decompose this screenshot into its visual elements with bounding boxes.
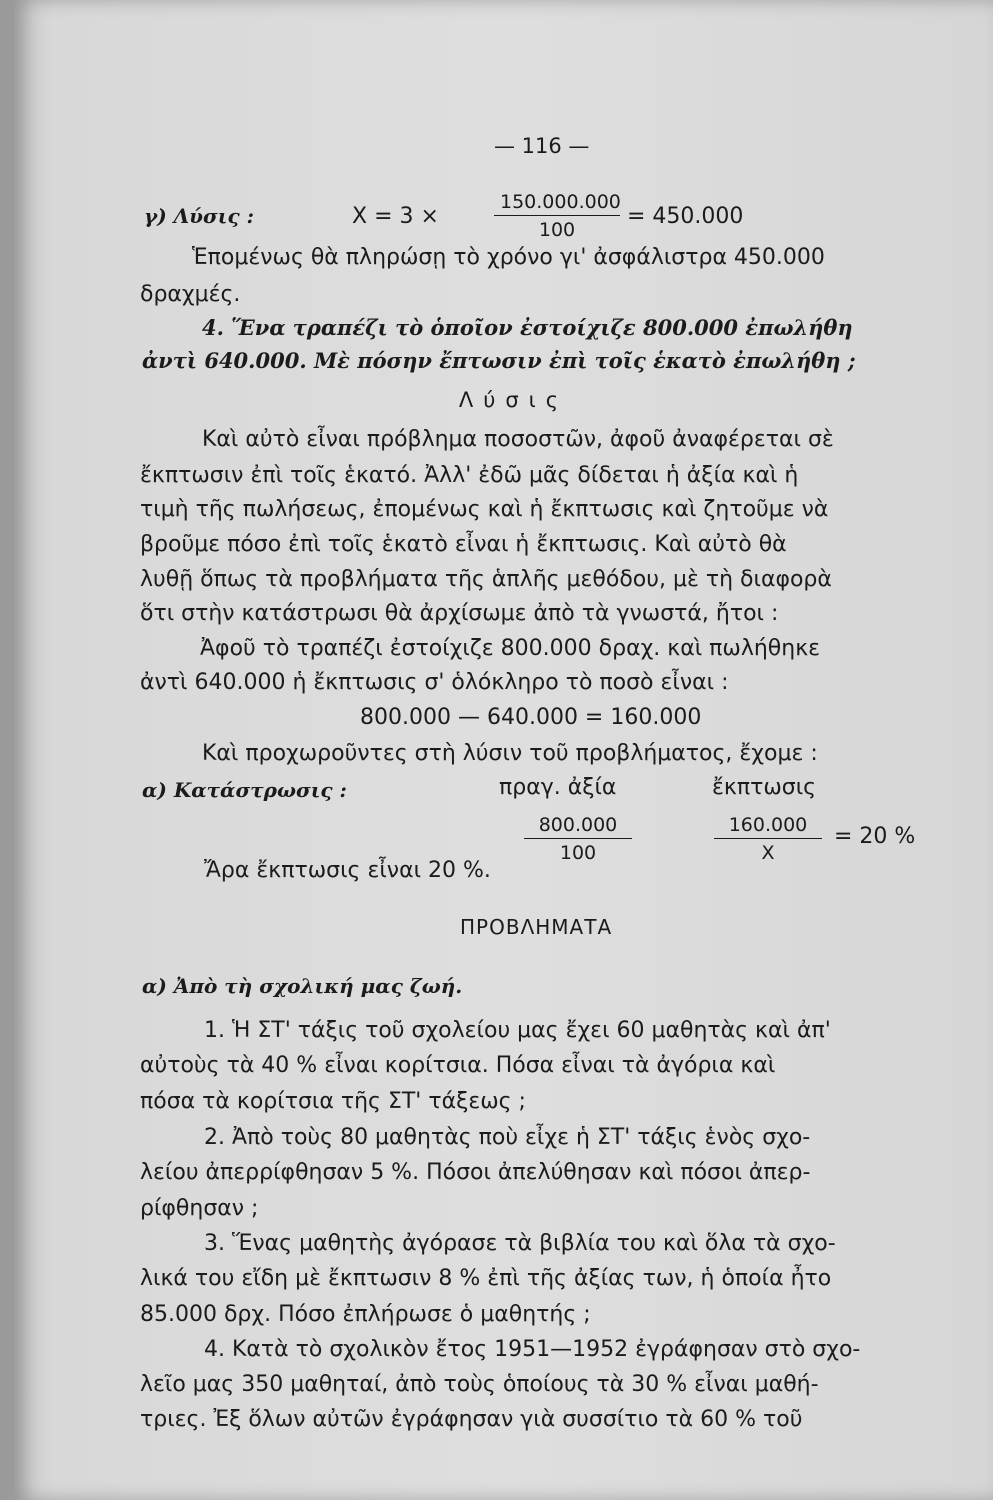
problem-line-4: 2. Ἀπὸ τοὺς 80 μαθητὰς ποὺ εἶχε ἡ ΣΤ' τάξις ἑνὸς σχο- — [204, 1125, 811, 1150]
gamma-rhs: = 450.000 — [627, 204, 744, 229]
problem-line-7: 3. Ἕνας μαθητὴς ἀγόρασε τὰ βιβλία του καὶ ὅλα τὰ σχο- — [204, 1231, 836, 1256]
para-b-line-8: ἀντὶ 640.000 ἡ ἔκπτωσις σ' ὁλόκληρο τὸ ποσὸ εἶναι : — [140, 670, 729, 695]
page-number: — 116 — — [494, 134, 590, 158]
fraction-1-numerator: 800.000 — [524, 814, 632, 839]
para-c: Καὶ προχωροῦντες στὴ λύσιν τοῦ προβλήματος, ἔχομε : — [202, 741, 818, 766]
equation: 800.000 — 640.000 = 160.000 — [360, 705, 702, 730]
para-b-line-2: ἔκπτωσιν ἐπὶ τοῖς ἑκατό. Ἀλλ' ἐδῶ μᾶς δίδεται ἡ ἀξία καὶ ἡ — [140, 463, 799, 488]
problem-4-line-1: 4. Ἕνα τραπέζι τὸ ὁποῖον ἐστοίχιζε 800.000 ἐπωλήθη — [202, 315, 853, 340]
problem-line-2: αὐτοὺς τὰ 40 % εἶναι κορίτσια. Πόσα εἶναι τὰ ἀγόρια καὶ — [140, 1053, 776, 1078]
gamma-frac-numerator: 150.000.000 — [494, 191, 620, 216]
para-a-line-1: Ἑπομένως θὰ πληρώσῃ τὸ χρόνο γι' ἀσφάλιστρα 450.000 — [192, 245, 825, 270]
fraction-2-denominator: X — [761, 842, 775, 864]
katastrosis-col2-header: ἔκπτωσις — [712, 775, 817, 800]
problem-line-10: 4. Κατὰ τὸ σχολικὸν ἔτος 1951—1952 ἐγράφησαν στὸ σχο- — [204, 1337, 861, 1362]
gamma-label: γ) Λύσις : — [144, 204, 254, 228]
section-title: ΠΡΟΒΛΗΜΑΤΑ — [460, 915, 613, 939]
problem-line-3: πόσα τὰ κορίτσια τῆς ΣΤ' τάξεως ; — [140, 1089, 526, 1114]
problem-line-11: λεῖο μας 350 μαθηταί, ἀπὸ τοὺς ὁποίους τὰ 30 % εἶναι μαθή- — [140, 1372, 819, 1397]
katastrosis-fraction-2 — [714, 814, 822, 864]
fraction-2-numerator: 160.000 — [714, 814, 822, 839]
problem-4-line-2: ἀντὶ 640.000. Μὲ πόσην ἔπτωσιν ἐπὶ τοῖς ἑκατὸ ἐπωλήθη ; — [142, 348, 856, 373]
gamma-frac-denominator: 100 — [538, 219, 576, 241]
para-b-line-3: τιμὴ τῆς πωλήσεως, ἐπομένως καὶ ἡ ἔκπτωσις καὶ ζητοῦμε νὰ — [140, 497, 829, 522]
gamma-lhs: X = 3 × — [352, 204, 439, 229]
problem-line-9: 85.000 δρχ. Πόσο ἐπλήρωσε ὁ μαθητής ; — [140, 1302, 591, 1327]
para-a-line-2: δραχμές. — [140, 282, 241, 307]
problem-line-1: 1. Ἡ ΣΤ' τάξις τοῦ σχολείου μας ἔχει 60 μαθητὰς καὶ ἀπ' — [204, 1018, 831, 1043]
book-page — [14, 0, 993, 1500]
para-b-line-6: ὅτι στὴν κατάστρωσι θὰ ἀρχίσωμε ἀπὸ τὰ γνωστά, ἤτοι : — [140, 601, 779, 626]
solution-title: Λύσις — [458, 388, 569, 412]
katastrosis-col1-header: πραγ. ἀξία — [499, 775, 617, 800]
para-b-line-5: λυθῇ ὅπως τὰ προβλήματα τῆς ἁπλῆς μεθόδου, μὲ τὴ διαφορὰ — [140, 567, 832, 592]
problem-line-5: λείου ἀπερρίφθησαν 5 %. Πόσοι ἀπελύθησαν καὶ πόσοι ἀπερ- — [140, 1160, 811, 1185]
problem-line-12: τριες. Ἐξ ὅλων αὐτῶν ἐγράφησαν γιὰ συσσίτιο τὰ 60 % τοῦ — [140, 1407, 803, 1432]
problem-line-8: λικά του εἴδη μὲ ἔκπτωσιν 8 % ἐπὶ τῆς ἀξίας των, ἡ ὁποία ἦτο — [140, 1266, 832, 1291]
problem-line-6: ρίφθησαν ; — [140, 1196, 259, 1221]
para-b-line-4: βροῦμε πόσο ἐπὶ τοῖς ἑκατὸ εἶναι ἡ ἔκπτωσις. Καὶ αὐτὸ θὰ — [140, 532, 787, 557]
katastrosis-result: = 20 % — [834, 824, 916, 849]
para-b-line-1: Καὶ αὐτὸ εἶναι πρόβλημα ποσοστῶν, ἀφοῦ ἀναφέρεται σὲ — [202, 427, 834, 452]
fraction-1-denominator: 100 — [559, 842, 597, 864]
conclusion: Ἄρα ἔκπτωσις εἶναι 20 %. — [204, 858, 491, 883]
subsection-title: α) Ἀπὸ τὴ σχολική μας ζωή. — [142, 974, 463, 998]
katastrosis-fraction-1 — [524, 814, 632, 864]
para-b-line-7: Ἀφοῦ τὸ τραπέζι ἐστοίχιζε 800.000 δραχ. καὶ πωλήθηκε — [200, 636, 821, 661]
katastrosis-label: α) Κατάστρωσις : — [142, 778, 347, 802]
gamma-fraction — [494, 191, 620, 241]
